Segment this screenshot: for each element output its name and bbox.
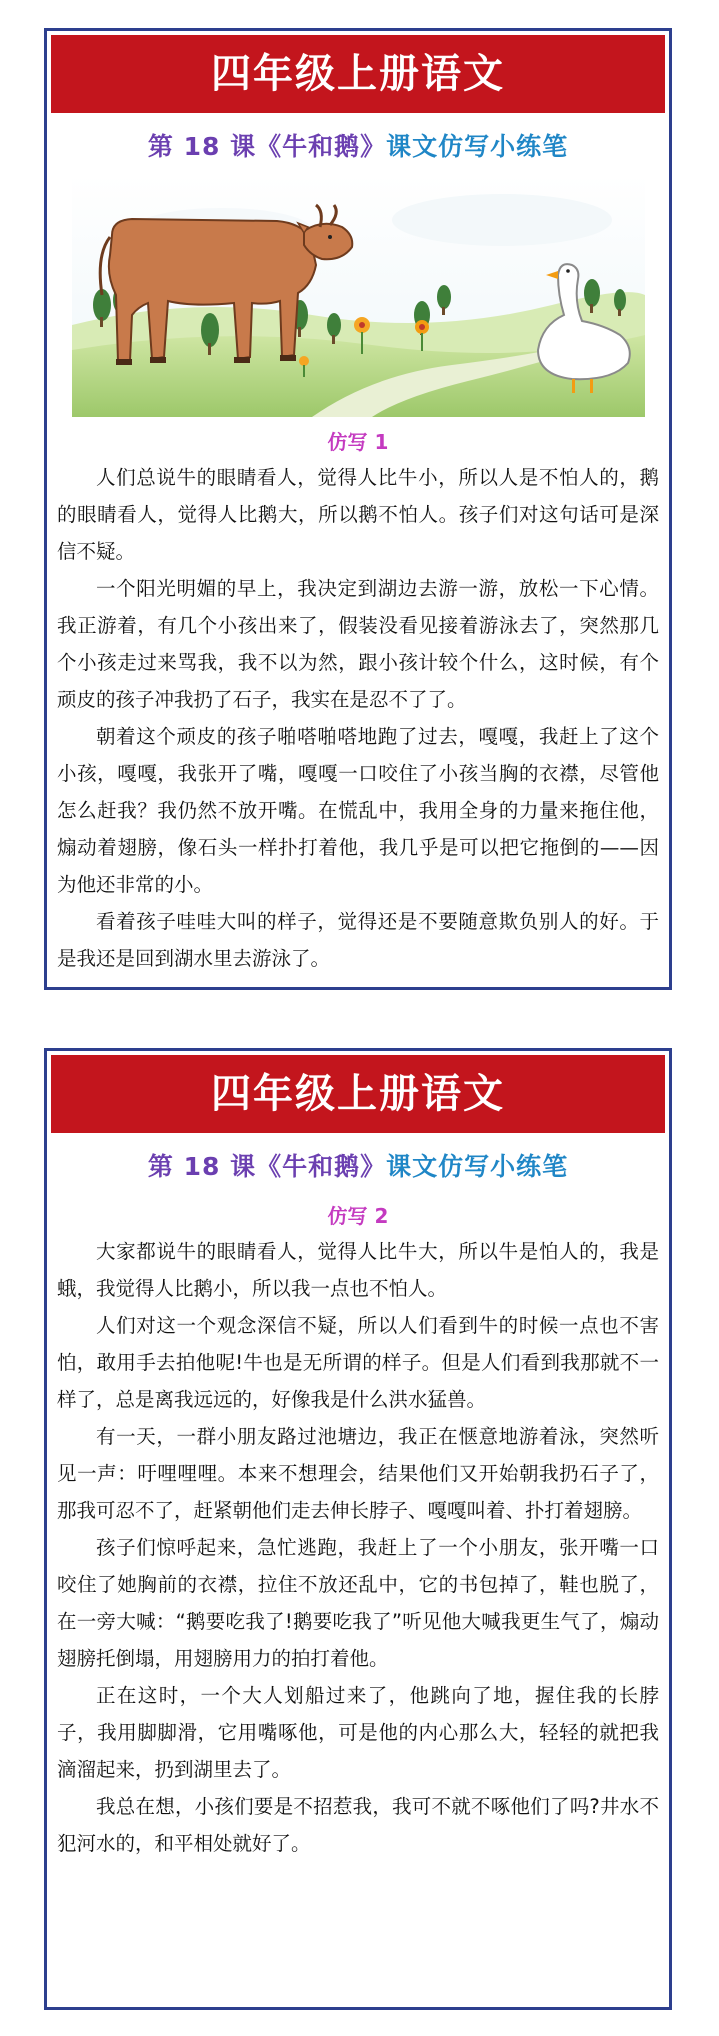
worksheet-card-1 — [44, 28, 672, 990]
paragraph: 我总在想，小孩们要是不招惹我，我可不就不啄他们了吗?井水不犯河水的，和平相处就好了。 — [57, 1795, 659, 1855]
paragraph: 有一天，一群小朋友路过池塘边，我正在惬意地游着泳，突然听见一声：吁哩哩哩。本来不想理会，结果他们又开始朝我扔石子了，那我可忍不了，赶紧朝他们走去伸长脖子、嘎嘎叫着、扑打着翅膀。 — [57, 1425, 659, 1522]
paragraph: 孩子们惊呼起来，急忙逃跑，我赶上了一个小朋友，张开嘴一口咬住了她胸前的衣襟，拉住不放还乱中，它的书包掉了，鞋也脱了，在一旁大喊：“鹅要吃我了!鹅要吃我了”听见他大喊我更生气了，煽动翅膀托倒塌，用翅膀用力的拍打着他。 — [57, 1536, 659, 1670]
section-title: 仿写 1 — [327, 430, 389, 454]
lesson-subtitle — [47, 125, 669, 169]
banner-title: 四年级上册语文 — [51, 35, 665, 113]
cow-and-goose-illustration — [72, 175, 645, 417]
section-title: 仿写 2 — [327, 1204, 389, 1228]
paragraph: 人们对这一个观念深信不疑，所以人们看到牛的时候一点也不害怕，敢用手去拍他呢!牛也是无所谓的样子。但是人们看到我那就不一样了，总是离我远远的，好像我是什么洪水猛兽。 — [57, 1314, 659, 1411]
paragraph: 人们总说牛的眼睛看人，觉得人比牛小，所以人是不怕人的，鹅的眼睛看人，觉得人比鹅大，所以鹅不怕人。孩子们对这句话可是深信不疑。 — [57, 466, 659, 563]
essay-body — [47, 1231, 669, 1862]
worksheet-card-2 — [44, 1048, 672, 2010]
lesson-subtitle-task: 课文仿写小练笔 — [386, 132, 569, 161]
paragraph: 大家都说牛的眼睛看人，觉得人比牛大，所以牛是怕人的，我是蛾，我觉得人比鹅小，所以我一点也不怕人。 — [57, 1240, 659, 1300]
paragraph: 一个阳光明媚的早上，我决定到湖边去游一游，放松一下心情。我正游着，有几个小孩出来了，假装没看见接着游泳去了，突然那几个小孩走过来骂我，我不以为然，跟小孩计较个什么，这时候，有个顽皮的孩子冲我扔了石子，我实在是忍不了了。 — [57, 577, 659, 711]
lesson-subtitle-lesson: 第 18 课《牛和鹅》 — [147, 1152, 387, 1181]
lesson-subtitle-lesson: 第 18 课《牛和鹅》 — [147, 132, 387, 161]
lesson-subtitle — [47, 1145, 669, 1189]
paragraph: 看着孩子哇哇大叫的样子，觉得还是不要随意欺负别人的好。于是我还是回到湖水里去游泳了。 — [57, 910, 659, 970]
paragraph: 正在这时，一个大人划船过来了，他跳向了地，握住我的长脖子，我用脚脚滑，它用嘴啄他，可是他的内心那么大，轻轻的就把我滴溜起来，扔到湖里去了。 — [57, 1684, 659, 1781]
lesson-subtitle-task: 课文仿写小练笔 — [386, 1152, 569, 1181]
banner-title: 四年级上册语文 — [51, 1055, 665, 1133]
paragraph: 朝着这个顽皮的孩子啪嗒啪嗒地跑了过去，嘎嘎，我赶上了这个小孩，嘎嘎，我张开了嘴，嘎嘎一口咬住了小孩当胸的衣襟，尽管他怎么赶我？我仍然不放开嘴。在慌乱中，我用全身的力量来拖住他，煽动着翅膀，像石头一样扑打着他，我几乎是可以把它拖倒的——因为他还非常的小。 — [57, 725, 659, 896]
essay-body — [47, 457, 669, 977]
